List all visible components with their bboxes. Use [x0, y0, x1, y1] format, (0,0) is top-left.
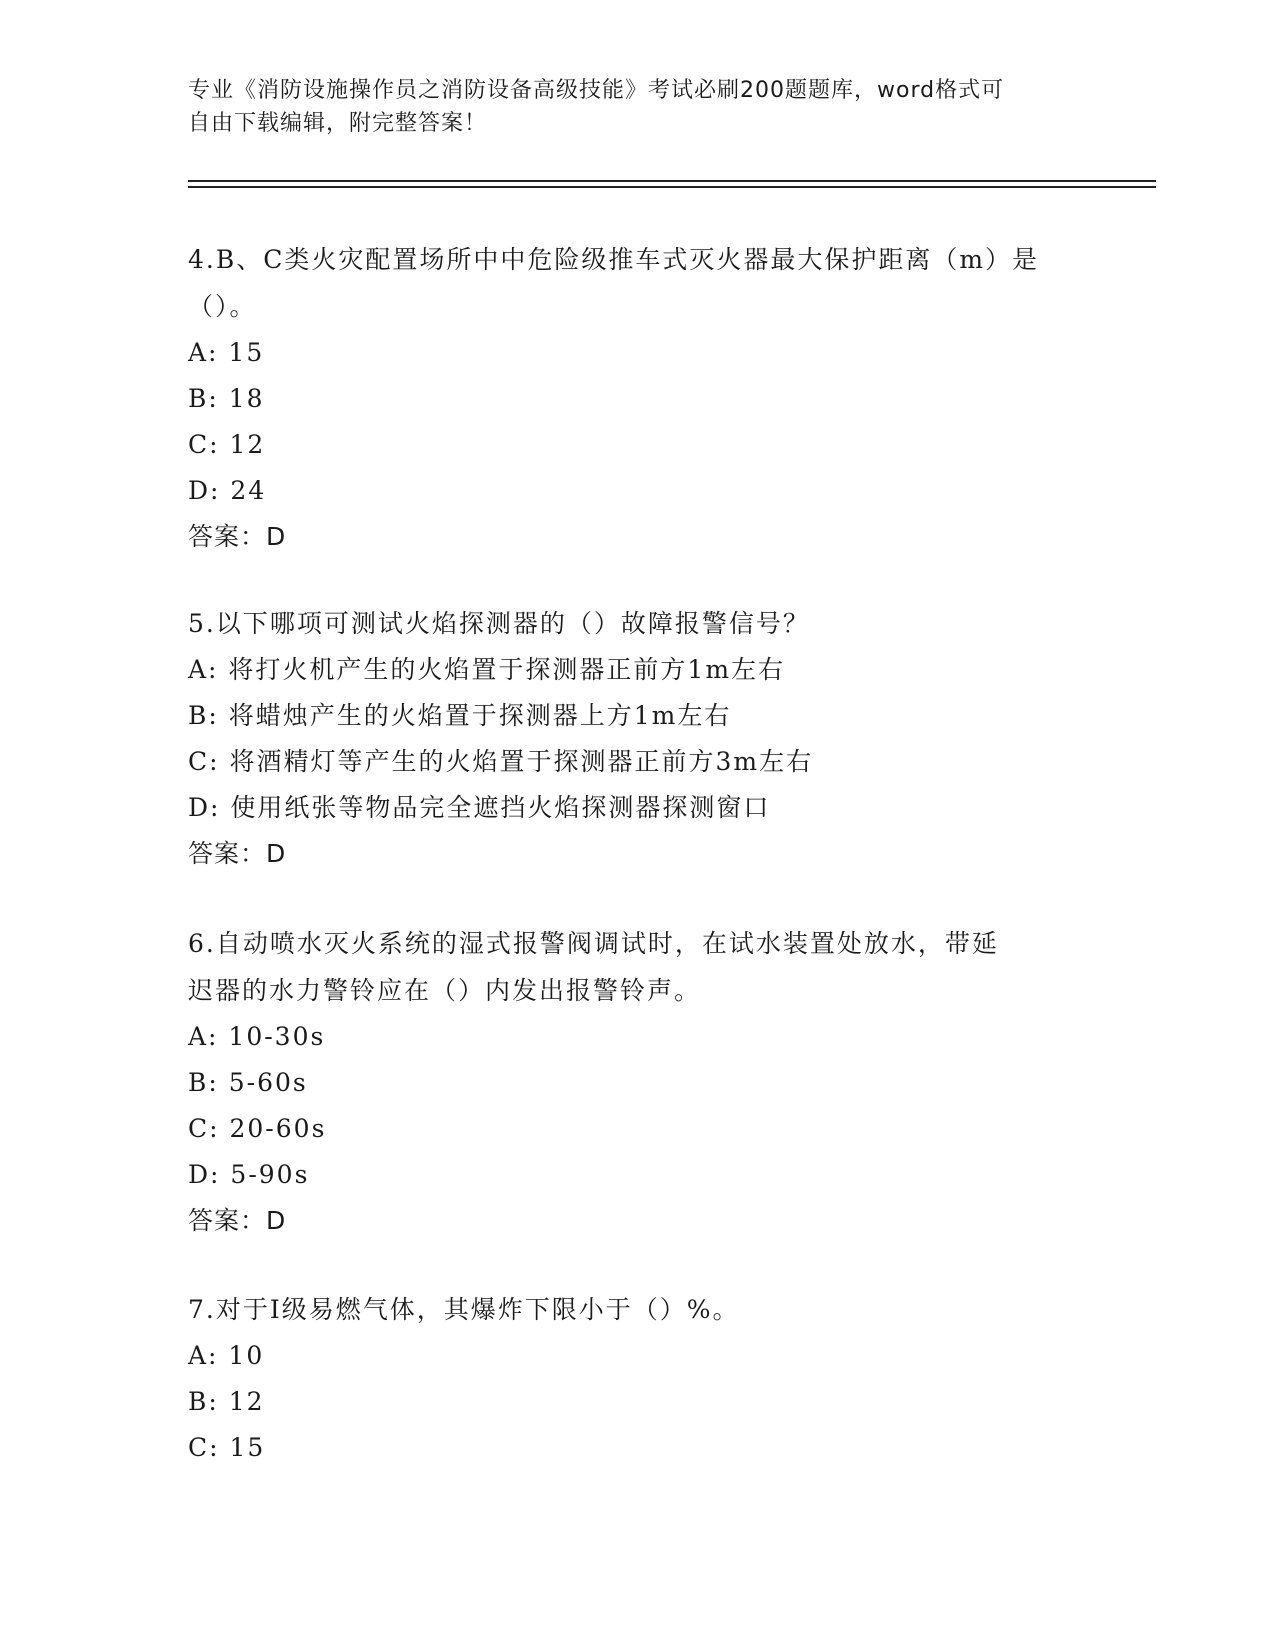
answer: 答案：D	[188, 839, 287, 868]
option-a: A: 10-30s	[188, 1022, 326, 1051]
option-a: A: 将打火机产生的火焰置于探测器正前方1m左右	[188, 655, 786, 684]
option-c: C: 12	[188, 430, 266, 459]
question-stem-line: （）。	[188, 292, 257, 321]
question-6	[188, 920, 1088, 1244]
header-line-1: 专业《消防设施操作员之消防设备高级技能》考试必刷200题题库，word格式可	[188, 78, 1005, 103]
document-header	[188, 74, 1088, 140]
option-d: D: 24	[188, 476, 267, 505]
option-c: C: 20-60s	[188, 1114, 327, 1143]
question-stem-line: 4.B、C类火灾配置场所中中危险级推车式灭火器最大保护距离（m）是	[188, 245, 1040, 274]
question-stem-line: 7.对于Ⅰ级易燃气体，其爆炸下限小于（）%。	[188, 1295, 740, 1324]
option-a: A: 15	[188, 338, 265, 367]
question-7	[188, 1286, 1088, 1471]
answer: 答案：D	[188, 1206, 287, 1235]
header-line-2: 自由下载编辑，附完整答案！	[188, 111, 488, 136]
question-stem-line: 6.自动喷水灭火系统的湿式报警阀调试时，在试水装置处放水，带延	[188, 929, 999, 958]
option-d: D: 使用纸张等物品完全遮挡火焰探测器探测窗口	[188, 793, 771, 822]
option-b: B: 12	[188, 1387, 265, 1416]
question-4	[188, 236, 1088, 560]
header-divider-top	[188, 180, 1156, 182]
question-stem-line: 5.以下哪项可测试火焰探测器的（）故障报警信号？	[188, 609, 810, 638]
option-c: C: 15	[188, 1433, 266, 1462]
option-c: C: 将酒精灯等产生的火焰置于探测器正前方3m左右	[188, 747, 814, 776]
question-stem-line: 迟器的水力警铃应在（）内发出报警铃声。	[188, 976, 702, 1005]
option-b: B: 5-60s	[188, 1068, 308, 1097]
option-b: B: 18	[188, 384, 265, 413]
answer: 答案：D	[188, 522, 287, 551]
option-d: D: 5-90s	[188, 1160, 310, 1189]
question-5	[188, 600, 1088, 877]
option-b: B: 将蜡烛产生的火焰置于探测器上方1m左右	[188, 701, 732, 730]
option-a: A: 10	[188, 1341, 265, 1370]
header-divider-bottom	[188, 186, 1156, 188]
